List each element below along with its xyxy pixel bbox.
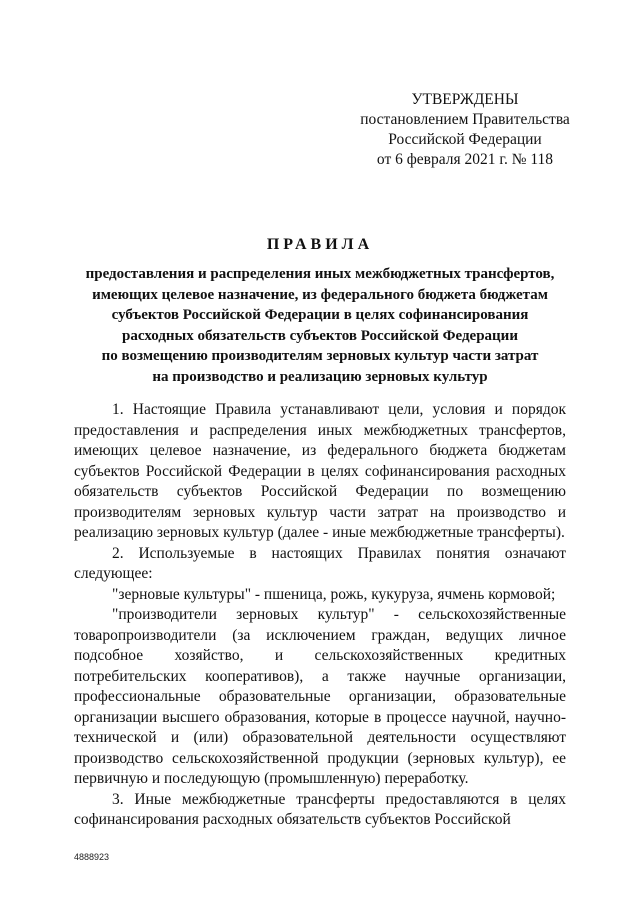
document-body bbox=[74, 400, 566, 831]
approval-line: постановлением Правительства bbox=[360, 111, 570, 128]
approval-line: Российской Федерации bbox=[388, 131, 542, 148]
document-subtitle bbox=[70, 264, 570, 387]
approval-heading: УТВЕРЖДЕНЫ bbox=[411, 91, 519, 108]
subtitle-line: предоставления и распределения иных межбюджетных трансфертов, bbox=[85, 266, 555, 282]
paragraph-2: 2. Используемые в настоящих Правилах понятия означают следующее: bbox=[74, 544, 566, 582]
subtitle-line: на производство и реализацию зерновых культур bbox=[152, 368, 488, 385]
subtitle-line: по возмещению производителям зерновых культур части затрат bbox=[101, 348, 539, 364]
subtitle-line: субъектов Российской Федерации в целях софинансирования bbox=[111, 307, 529, 323]
paragraph-3: 3. Иные межбюджетные трансферты предоставляются в целях софинансирования расходных обязательств субъектов Российской bbox=[74, 790, 566, 828]
subtitle-line: имеющих целевое назначение, из федерального бюджета бюджетам bbox=[92, 286, 548, 303]
definition-grain-crops: "зерновые культуры" - пшеница, рожь, кукуруза, ячмень кормовой; bbox=[112, 585, 556, 603]
approval-block bbox=[330, 90, 600, 170]
approval-date-number: от 6 февраля 2021 г. № 118 bbox=[376, 151, 554, 168]
subtitle-line: расходных обязательств субъектов Российской Федерации bbox=[122, 327, 518, 344]
document-title: ПРАВИЛА bbox=[266, 236, 374, 253]
document-number: 4888923 bbox=[74, 852, 110, 862]
definition-grain-producers: "производители зерновых культур" - сельскохозяйственные товаропроизводители (за исключением граждан, ведущих личное подсобное хозяйство, и сельскохозяйственных кредитных потребительских кооперативов), а также научные организации, профессиональные образовательные организации, образовательные организации высшего образования, которые в процессе научной, научно-технической и (или) образовательной деятельности осуществляют производство сельскохозяйственной продукции (зерновых культур), ее первичную и последующую (промышленную) переработку. bbox=[74, 606, 566, 787]
paragraph-1: 1. Настоящие Правила устанавливают цели, условия и порядок предоставления и распределения иных межбюджетных трансфертов, имеющих целевое назначение, из федерального бюджета бюджетам субъектов Российской Федерации в целях софинансирования расходных обязательств субъектов Российской Федерации по возмещению производителям зерновых культур части затрат на производство и реализацию зерновых культур (далее - иные межбюджетные трансферты). bbox=[74, 401, 566, 541]
